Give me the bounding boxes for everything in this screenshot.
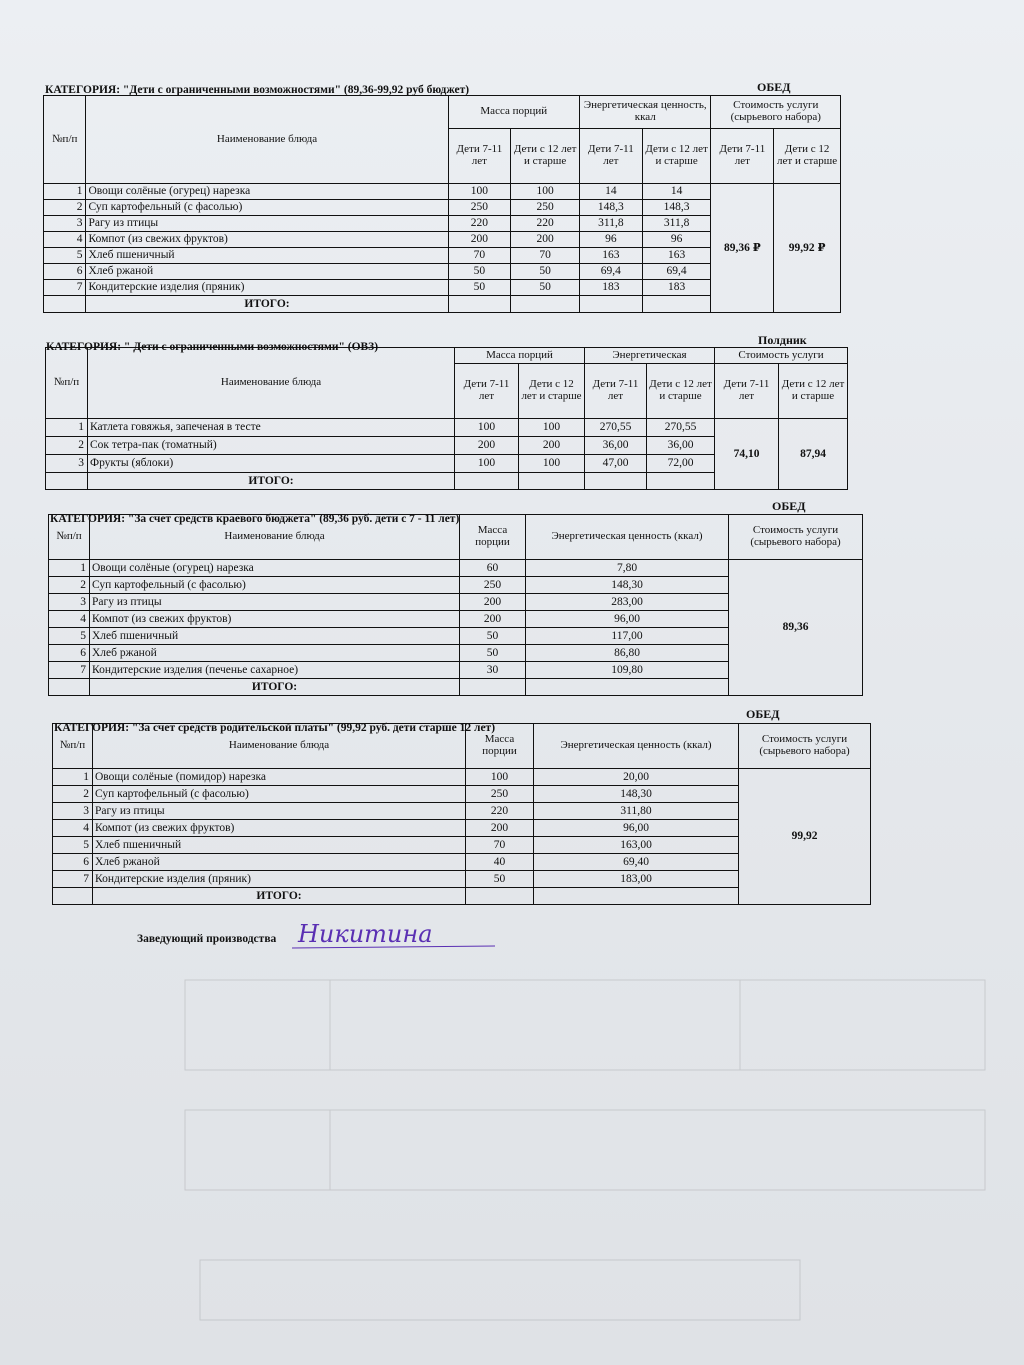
dish-name: Хлеб ржаной <box>90 645 460 662</box>
total-label: ИТОГО: <box>86 296 448 313</box>
block3-header-name: Наименование блюда <box>90 515 460 560</box>
block1-meal-label: ОБЕД <box>757 80 791 94</box>
mass-value: 50 <box>511 280 580 296</box>
energy-value: 183,00 <box>534 871 739 888</box>
row-number: 2 <box>53 786 93 803</box>
energy-value: 148,3 <box>580 200 643 216</box>
row-number: 2 <box>46 437 88 455</box>
block4-header-num: №п/п <box>53 724 93 769</box>
mass-value: 200 <box>448 232 511 248</box>
block2-header-name: Наименование блюда <box>88 348 455 419</box>
block2-header-energy: Энергетическая <box>585 348 715 364</box>
energy-value: 96 <box>642 232 711 248</box>
mass-value: 100 <box>455 455 519 473</box>
block2-cost2: 87,94 <box>779 419 848 490</box>
mass-value: 40 <box>466 854 534 871</box>
row-number: 3 <box>49 594 90 611</box>
dish-name: Суп картофельный (с фасолью) <box>93 786 466 803</box>
block3-category-title: КАТЕГОРИЯ: "За счет средств краевого бюджета" (89,36 руб. дети с 7 - 11 лет) <box>50 513 460 525</box>
dish-name: Фрукты (яблоки) <box>88 455 455 473</box>
mass-value: 70 <box>448 248 511 264</box>
energy-value: 183 <box>580 280 643 296</box>
energy-value: 36,00 <box>647 437 715 455</box>
block4-table-wrap <box>52 723 871 905</box>
energy-value: 163,00 <box>534 837 739 854</box>
mass-value: 250 <box>466 786 534 803</box>
mass-value: 100 <box>511 184 580 200</box>
block1-header-age2: Дети с 12 лет и старше <box>642 129 711 184</box>
dish-name: Кондитерские изделия (печенье сахарное) <box>90 662 460 679</box>
block2-header-mass: Масса порций <box>455 348 585 364</box>
block2-header-age1: Дети 7-11 лет <box>455 364 519 419</box>
row-number: 4 <box>53 820 93 837</box>
mass-value: 200 <box>466 820 534 837</box>
mass-value: 200 <box>511 232 580 248</box>
energy-value: 69,4 <box>642 264 711 280</box>
block1-header-energy: Энергетическая ценность, ккал <box>580 96 711 129</box>
energy-value: 183 <box>642 280 711 296</box>
dish-name: Катлета говяжья, запеченая в тесте <box>88 419 455 437</box>
dish-name: Хлеб пшеничный <box>86 248 448 264</box>
block1-header-age2: Дети с 12 лет и старше <box>774 129 841 184</box>
table-row <box>53 769 871 786</box>
block1-header-age1: Дети 7-11 лет <box>711 129 774 184</box>
energy-value: 148,3 <box>642 200 711 216</box>
row-number: 3 <box>44 216 86 232</box>
energy-value: 72,00 <box>647 455 715 473</box>
block2-header-age1: Дети 7-11 лет <box>715 364 779 419</box>
mass-value: 50 <box>448 264 511 280</box>
dish-name: Рагу из птицы <box>93 803 466 820</box>
block1-cost1: 89,36 ₽ <box>711 184 774 313</box>
row-number: 3 <box>53 803 93 820</box>
mass-value: 100 <box>519 455 585 473</box>
total-label: ИТОГО: <box>90 679 460 696</box>
mass-value: 50 <box>448 280 511 296</box>
row-number: 4 <box>49 611 90 628</box>
energy-value: 109,80 <box>526 662 729 679</box>
energy-value: 69,40 <box>534 854 739 871</box>
row-number: 5 <box>49 628 90 645</box>
block1-category-title: КАТЕГОРИЯ: "Дети с ограниченными возможностями" (89,36-99,92 руб бюджет) <box>45 84 470 96</box>
row-number: 5 <box>44 248 86 264</box>
dish-name: Кондитерские изделия (пряник) <box>86 280 448 296</box>
bleed-through-marks <box>180 960 1000 1340</box>
energy-value: 163 <box>642 248 711 264</box>
block2-category-title: КАТЕГОРИЯ: " Дети с ограниченными возможностями" (ОВЗ) <box>46 341 379 353</box>
row-number: 7 <box>44 280 86 296</box>
energy-value: 283,00 <box>526 594 729 611</box>
block3-header-energy: Энергетическая ценность (ккал) <box>526 515 729 560</box>
table-row <box>49 560 863 577</box>
block4-header-energy: Энергетическая ценность (ккал) <box>534 724 739 769</box>
mass-value: 50 <box>460 628 526 645</box>
row-number: 1 <box>46 419 88 437</box>
energy-value: 270,55 <box>585 419 647 437</box>
mass-value: 250 <box>511 200 580 216</box>
energy-value: 69,4 <box>580 264 643 280</box>
dish-name: Овощи солёные (огурец) нарезка <box>86 184 448 200</box>
row-number: 3 <box>46 455 88 473</box>
energy-value: 36,00 <box>585 437 647 455</box>
signature-mark <box>290 918 500 958</box>
row-number: 1 <box>44 184 86 200</box>
mass-value: 50 <box>460 645 526 662</box>
block3-table <box>48 514 863 696</box>
mass-value: 100 <box>448 184 511 200</box>
energy-value: 47,00 <box>585 455 647 473</box>
block2-header-num: №п/п <box>46 348 88 419</box>
block3-header-cost: Стоимость услуги (сырьевого набора) <box>729 515 863 560</box>
mass-value: 30 <box>460 662 526 679</box>
energy-value: 7,80 <box>526 560 729 577</box>
dish-name: Овощи солёные (помидор) нарезка <box>93 769 466 786</box>
mass-value: 200 <box>455 437 519 455</box>
energy-value: 96,00 <box>534 820 739 837</box>
mass-value: 220 <box>511 216 580 232</box>
energy-value: 86,80 <box>526 645 729 662</box>
table-row <box>44 184 841 200</box>
signature-text: Никитина <box>298 920 433 948</box>
block4-header-mass: Масса порции <box>466 724 534 769</box>
row-number: 7 <box>53 871 93 888</box>
block2-meal-label: Полдник <box>758 333 807 347</box>
energy-value: 117,00 <box>526 628 729 645</box>
mass-value: 60 <box>460 560 526 577</box>
energy-value: 163 <box>580 248 643 264</box>
mass-value: 220 <box>448 216 511 232</box>
mass-value: 200 <box>460 611 526 628</box>
row-number: 2 <box>49 577 90 594</box>
block2-header-age2: Дети с 12 лет и старше <box>779 364 848 419</box>
row-number: 1 <box>49 560 90 577</box>
table-row <box>46 419 848 437</box>
block1-header-age1: Дети 7-11 лет <box>580 129 643 184</box>
row-number: 6 <box>49 645 90 662</box>
row-number: 6 <box>53 854 93 871</box>
signature-label: Заведующий производства <box>137 933 277 945</box>
mass-value: 100 <box>455 419 519 437</box>
mass-value: 200 <box>460 594 526 611</box>
block2-table <box>45 347 848 490</box>
row-number: 6 <box>44 264 86 280</box>
block3-meal-label: ОБЕД <box>772 499 806 513</box>
block3-header-mass: Масса порции <box>460 515 526 560</box>
mass-value: 70 <box>466 837 534 854</box>
dish-name: Хлеб пшеничный <box>93 837 466 854</box>
row-number: 5 <box>53 837 93 854</box>
block1-header-age1: Дети 7-11 лет <box>448 129 511 184</box>
block4-header-name: Наименование блюда <box>93 724 466 769</box>
dish-name: Рагу из птицы <box>90 594 460 611</box>
mass-value: 220 <box>466 803 534 820</box>
dish-name: Хлеб ржаной <box>93 854 466 871</box>
dish-name: Суп картофельный (с фасолью) <box>86 200 448 216</box>
dish-name: Хлеб ржаной <box>86 264 448 280</box>
block1-header-cost: Стоимость услуги (сырьевого набора) <box>711 96 841 129</box>
block3-cost: 89,36 <box>729 560 863 696</box>
block1-table <box>43 95 841 313</box>
energy-value: 14 <box>580 184 643 200</box>
energy-value: 148,30 <box>526 577 729 594</box>
block4-table <box>52 723 871 905</box>
row-number: 4 <box>44 232 86 248</box>
mass-value: 100 <box>519 419 585 437</box>
block2-cost1: 74,10 <box>715 419 779 490</box>
dish-name: Компот (из свежих фруктов) <box>93 820 466 837</box>
block4-cost: 99,92 <box>739 769 871 905</box>
block1-header-mass: Масса порций <box>448 96 579 129</box>
dish-name: Хлеб пшеничный <box>90 628 460 645</box>
block3-header-num: №п/п <box>49 515 90 560</box>
block4-meal-label: ОБЕД <box>746 707 780 721</box>
dish-name: Суп картофельный (с фасолью) <box>90 577 460 594</box>
block2-table-wrap <box>45 347 848 490</box>
block1-table-wrap <box>43 95 841 313</box>
energy-value: 14 <box>642 184 711 200</box>
block1-header-age2: Дети с 12 лет и старше <box>511 129 580 184</box>
row-number: 1 <box>53 769 93 786</box>
row-number: 7 <box>49 662 90 679</box>
energy-value: 311,80 <box>534 803 739 820</box>
energy-value: 20,00 <box>534 769 739 786</box>
energy-value: 96 <box>580 232 643 248</box>
block2-header-cost: Стоимость услуги <box>715 348 848 364</box>
mass-value: 70 <box>511 248 580 264</box>
block2-header-age2: Дети с 12 лет и старше <box>519 364 585 419</box>
energy-value: 270,55 <box>647 419 715 437</box>
mass-value: 250 <box>448 200 511 216</box>
block1-cost2: 99,92 ₽ <box>774 184 841 313</box>
mass-value: 200 <box>519 437 585 455</box>
total-label: ИТОГО: <box>88 473 455 490</box>
mass-value: 50 <box>466 871 534 888</box>
energy-value: 148,30 <box>534 786 739 803</box>
block2-header-age1: Дети 7-11 лет <box>585 364 647 419</box>
block1-header-num: №п/п <box>44 96 86 184</box>
dish-name: Компот (из свежих фруктов) <box>86 232 448 248</box>
energy-value: 311,8 <box>642 216 711 232</box>
block1-header-name: Наименование блюда <box>86 96 448 184</box>
block3-table-wrap <box>48 514 863 696</box>
dish-name: Овощи солёные (огурец) нарезка <box>90 560 460 577</box>
row-number: 2 <box>44 200 86 216</box>
dish-name: Компот (из свежих фруктов) <box>90 611 460 628</box>
total-label: ИТОГО: <box>93 888 466 905</box>
block2-header-age2: Дети с 12 лет и старше <box>647 364 715 419</box>
mass-value: 100 <box>466 769 534 786</box>
block4-header-cost: Стоимость услуги (сырьевого набора) <box>739 724 871 769</box>
energy-value: 96,00 <box>526 611 729 628</box>
dish-name: Кондитерские изделия (пряник) <box>93 871 466 888</box>
dish-name: Сок тетра-пак (томатный) <box>88 437 455 455</box>
mass-value: 50 <box>511 264 580 280</box>
mass-value: 250 <box>460 577 526 594</box>
energy-value: 311,8 <box>580 216 643 232</box>
dish-name: Рагу из птицы <box>86 216 448 232</box>
block4-category-title: КАТЕГОРИЯ: "За счет средств родительской платы" (99,92 руб. дети старше 12 лет) <box>54 722 496 734</box>
